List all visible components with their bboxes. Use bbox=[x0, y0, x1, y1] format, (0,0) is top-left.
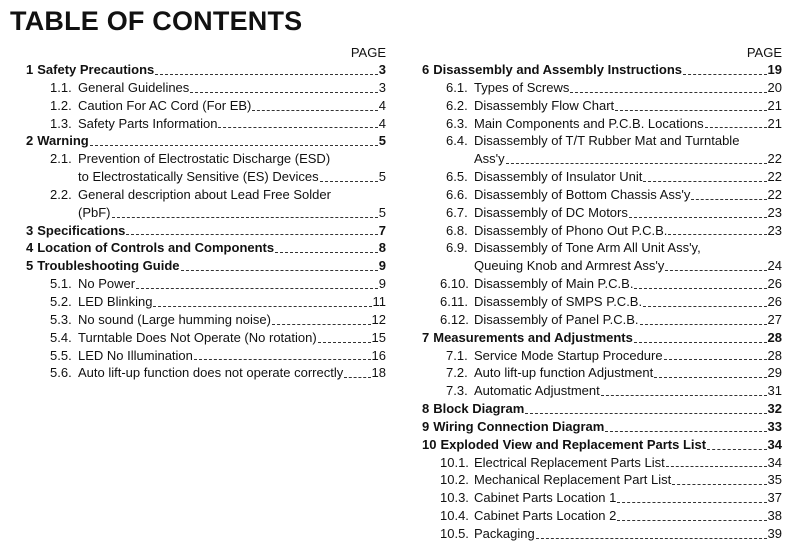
dot-leader bbox=[672, 484, 766, 485]
toc-page-number: 23 bbox=[767, 222, 782, 238]
toc-entry-label: Cabinet Parts Location 1 bbox=[474, 490, 617, 506]
dot-leader bbox=[691, 199, 766, 200]
toc-subsection-entry[interactable] bbox=[26, 364, 386, 382]
toc-entry-number: 6.7. bbox=[446, 204, 468, 220]
toc-subsection-entry[interactable] bbox=[422, 168, 782, 186]
toc-page-number: 4 bbox=[378, 97, 386, 113]
toc-entry-label: Disassembly of Bottom Chassis Ass'y bbox=[474, 186, 691, 202]
dot-leader bbox=[643, 181, 766, 182]
toc-entry-number: 8 bbox=[422, 401, 430, 417]
toc-page-number: 28 bbox=[767, 347, 782, 363]
toc-page-number: 3 bbox=[378, 79, 386, 95]
toc-entry-label: Electrical Replacement Parts List bbox=[474, 454, 665, 470]
toc-entry-number: 10.4. bbox=[440, 508, 469, 524]
toc-page-number: 26 bbox=[767, 293, 782, 309]
toc-entry-label: Cabinet Parts Location 2 bbox=[474, 508, 617, 524]
dot-leader bbox=[136, 288, 378, 289]
toc-entry-label: Caution For AC Cord (For EB) bbox=[78, 97, 252, 113]
toc-page-number: 22 bbox=[767, 151, 782, 167]
toc-entry-number: 5 bbox=[26, 258, 34, 274]
toc-entry-label: LED Blinking bbox=[78, 293, 153, 309]
toc-page-number: 3 bbox=[378, 62, 386, 77]
dot-leader bbox=[126, 234, 377, 235]
toc-page-number: 20 bbox=[767, 79, 782, 95]
toc-page-number: 33 bbox=[767, 418, 782, 434]
dot-leader bbox=[190, 92, 377, 93]
toc-page-number: 34 bbox=[767, 436, 782, 452]
toc-page-number: 18 bbox=[371, 365, 386, 381]
dot-leader bbox=[181, 270, 378, 271]
toc-subsection-entry[interactable] bbox=[26, 347, 386, 365]
toc-entry-number: 6.3. bbox=[446, 115, 468, 131]
toc-page-number: 23 bbox=[767, 204, 782, 220]
dot-leader bbox=[570, 92, 766, 93]
toc-entry-label: Measurements and Adjustments bbox=[433, 329, 633, 345]
toc-entry-number: 1.2. bbox=[50, 97, 72, 113]
toc-entry-number: 9 bbox=[422, 418, 430, 434]
dot-leader bbox=[707, 449, 766, 450]
toc-entry-number: 5.4. bbox=[50, 329, 72, 345]
toc-subsection-entry[interactable] bbox=[422, 97, 782, 115]
toc-section-entry[interactable] bbox=[422, 400, 782, 418]
toc-subsection-entry[interactable] bbox=[422, 222, 782, 240]
toc-section-entry[interactable] bbox=[422, 61, 782, 79]
toc-page-number: 9 bbox=[378, 258, 386, 274]
toc-subsection-entry[interactable] bbox=[422, 364, 782, 382]
toc-page-number: 11 bbox=[372, 293, 386, 309]
dot-leader bbox=[272, 324, 371, 325]
toc-subsection-entry[interactable] bbox=[422, 239, 782, 257]
toc-page-number: 9 bbox=[378, 276, 386, 292]
toc-subsection-entry[interactable] bbox=[26, 293, 386, 311]
toc-entry-label: Queuing Knob and Armrest Ass'y bbox=[474, 258, 665, 274]
toc-entry-label: Types of Screws bbox=[474, 79, 570, 95]
toc-page-number: 29 bbox=[767, 365, 782, 381]
toc-page-number: 5 bbox=[378, 133, 386, 149]
dot-leader bbox=[634, 342, 767, 343]
dot-leader bbox=[668, 234, 766, 235]
toc-entry-label: Troubleshooting Guide bbox=[37, 258, 180, 274]
dot-leader bbox=[629, 217, 767, 218]
toc-subsection-entry[interactable] bbox=[422, 204, 782, 222]
toc-subsection-entry[interactable] bbox=[26, 79, 386, 97]
toc-subsection-entry[interactable] bbox=[422, 115, 782, 133]
toc-subsection-entry[interactable] bbox=[422, 525, 782, 543]
toc-subsection-entry[interactable] bbox=[26, 186, 386, 204]
dot-leader bbox=[318, 342, 371, 343]
toc-entry-label: to Electrostatically Sensitive (ES) Devices bbox=[78, 169, 319, 185]
dot-leader bbox=[654, 377, 766, 378]
toc-section-entry[interactable] bbox=[422, 418, 782, 436]
toc-entry-label: Wiring Connection Diagram bbox=[433, 418, 605, 434]
dot-leader bbox=[643, 306, 766, 307]
toc-subsection-entry[interactable] bbox=[422, 454, 782, 472]
toc-page-number: 31 bbox=[767, 383, 782, 399]
toc-entry-number: 6.5. bbox=[446, 169, 468, 185]
toc-entry-label: Disassembly of SMPS P.C.B. bbox=[474, 293, 643, 309]
dot-leader bbox=[194, 359, 371, 360]
toc-entry-label: Exploded View and Replacement Parts List bbox=[440, 436, 707, 452]
dot-leader bbox=[344, 377, 370, 378]
toc-page-number: 34 bbox=[767, 454, 782, 470]
toc-section-entry[interactable] bbox=[26, 61, 386, 79]
toc-entry-label: LED No Illumination bbox=[78, 347, 193, 363]
dot-leader bbox=[605, 431, 766, 432]
toc-page-number: 5 bbox=[378, 169, 386, 185]
toc-subsection-entry[interactable] bbox=[26, 311, 386, 329]
toc-subsection-entry[interactable] bbox=[422, 79, 782, 97]
toc-entry-label: Specifications bbox=[37, 222, 126, 238]
dot-leader bbox=[218, 127, 377, 128]
dot-leader bbox=[320, 181, 378, 182]
toc-entry-label: Auto lift-up function Adjustment bbox=[474, 365, 654, 381]
dot-leader bbox=[617, 520, 766, 521]
toc-entry-label: Disassembly of Phono Out P.C.B. bbox=[474, 222, 668, 238]
toc-entry-number: 6.8. bbox=[446, 222, 468, 238]
toc-entry-label: Main Components and P.C.B. Locations bbox=[474, 115, 704, 131]
dot-leader bbox=[615, 110, 766, 111]
toc-entry-number: 6.10. bbox=[440, 276, 469, 292]
toc-section-entry[interactable] bbox=[422, 329, 782, 347]
toc-entry-number: 6.12. bbox=[440, 311, 469, 327]
toc-entry-continuation[interactable] bbox=[422, 257, 782, 275]
toc-entry-number: 1.1. bbox=[50, 79, 72, 95]
toc-entry-label: Disassembly of Main P.C.B. bbox=[474, 276, 634, 292]
toc-entry-number: 2.1. bbox=[50, 151, 72, 167]
toc-entry-number: 1 bbox=[26, 62, 34, 77]
dot-leader bbox=[640, 324, 767, 325]
toc-entry-label: Disassembly and Assembly Instructions bbox=[433, 62, 683, 77]
toc-section-entry[interactable] bbox=[26, 222, 386, 240]
toc-subsection-entry[interactable] bbox=[422, 311, 782, 329]
toc-left-list bbox=[26, 61, 386, 382]
toc-subsection-entry[interactable] bbox=[422, 132, 782, 150]
dot-leader bbox=[90, 145, 378, 146]
toc-entry-label: Disassembly of Tone Arm All Unit Ass'y, bbox=[474, 240, 701, 256]
toc-right-column bbox=[422, 44, 782, 543]
dot-leader bbox=[666, 466, 767, 467]
toc-entry-number: 10 bbox=[422, 436, 437, 452]
toc-subsection-entry[interactable] bbox=[422, 471, 782, 489]
toc-entry-number: 7.1. bbox=[446, 347, 468, 363]
toc-entry-label: Disassembly of Panel P.C.B. bbox=[474, 311, 639, 327]
dot-leader bbox=[252, 110, 377, 111]
toc-page-number: 7 bbox=[378, 222, 386, 238]
toc-entry-number: 5.2. bbox=[50, 293, 72, 309]
toc-page-number: 21 bbox=[767, 115, 782, 131]
toc-page-number: 19 bbox=[767, 62, 782, 77]
dot-leader bbox=[683, 74, 767, 75]
toc-entry-label: Location of Controls and Components bbox=[37, 240, 275, 256]
toc-entry-label: Disassembly Flow Chart bbox=[474, 97, 615, 113]
toc-page-number: 27 bbox=[767, 311, 782, 327]
toc-page-number: 21 bbox=[767, 97, 782, 113]
toc-entry-continuation[interactable] bbox=[26, 168, 386, 186]
toc-page-number: 26 bbox=[767, 276, 782, 292]
dot-leader bbox=[705, 127, 767, 128]
toc-page-number: 39 bbox=[767, 525, 782, 541]
toc-subsection-entry[interactable] bbox=[422, 347, 782, 365]
toc-entry-label: Turntable Does Not Operate (No rotation) bbox=[78, 329, 317, 345]
toc-entry-number: 2.2. bbox=[50, 186, 72, 202]
page-title: TABLE OF CONTENTS bbox=[10, 6, 303, 36]
toc-entry-label: Packaging bbox=[474, 525, 535, 541]
toc-entry-label: Ass'y bbox=[474, 151, 505, 167]
dot-leader bbox=[665, 270, 766, 271]
toc-entry-number: 6.6. bbox=[446, 186, 468, 202]
toc-entry-number: 3 bbox=[26, 222, 34, 238]
toc-page-number: 35 bbox=[767, 472, 782, 488]
toc-page-number: 37 bbox=[767, 490, 782, 506]
dot-leader bbox=[153, 306, 371, 307]
toc-page-number: 16 bbox=[371, 347, 386, 363]
toc-entry-label: Mechanical Replacement Part List bbox=[474, 472, 672, 488]
dot-leader bbox=[601, 395, 767, 396]
toc-entry-label: Safety Precautions bbox=[37, 62, 155, 77]
toc-entry-number: 6.2. bbox=[446, 97, 468, 113]
dot-leader bbox=[155, 74, 377, 75]
toc-entry-label: Prevention of Electrostatic Discharge (ESD) bbox=[78, 151, 331, 167]
toc-page-number: 12 bbox=[371, 311, 386, 327]
toc-section-entry[interactable] bbox=[26, 239, 386, 257]
toc-page-number: 22 bbox=[767, 169, 782, 185]
toc-entry-continuation[interactable] bbox=[422, 150, 782, 168]
dot-leader bbox=[525, 413, 766, 414]
toc-entry-number: 7.2. bbox=[446, 365, 468, 381]
toc-entry-number: 6.4. bbox=[446, 133, 468, 149]
page-column-header: PAGE bbox=[350, 45, 386, 60]
toc-entry-number: 2 bbox=[26, 133, 34, 149]
toc-entry-label: Automatic Adjustment bbox=[474, 383, 600, 399]
toc-entry-label: Disassembly of DC Motors bbox=[474, 204, 628, 220]
toc-subsection-entry[interactable] bbox=[422, 186, 782, 204]
toc-entry-label: No Power bbox=[78, 276, 136, 292]
toc-subsection-entry[interactable] bbox=[422, 382, 782, 400]
page-column-header: PAGE bbox=[746, 45, 782, 60]
toc-section-entry[interactable] bbox=[422, 436, 782, 454]
toc-subsection-entry[interactable] bbox=[26, 275, 386, 293]
toc-page-number: 32 bbox=[767, 401, 782, 417]
toc-page-number: 22 bbox=[767, 186, 782, 202]
toc-entry-number: 6.1. bbox=[446, 79, 468, 95]
toc-section-entry[interactable] bbox=[26, 257, 386, 275]
dot-leader bbox=[506, 163, 767, 164]
toc-entry-continuation[interactable] bbox=[26, 204, 386, 222]
dot-leader bbox=[664, 359, 767, 360]
toc-page-number: 4 bbox=[378, 115, 386, 131]
dot-leader bbox=[275, 252, 378, 253]
dot-leader bbox=[112, 217, 378, 218]
toc-entry-label: Warning bbox=[37, 133, 89, 149]
toc-entry-label: Block Diagram bbox=[433, 401, 525, 417]
toc-entry-number: 7.3. bbox=[446, 383, 468, 399]
toc-entry-number: 10.1. bbox=[440, 454, 469, 470]
toc-page-number: 8 bbox=[378, 240, 386, 256]
toc-entry-label: No sound (Large humming noise) bbox=[78, 311, 271, 327]
toc-entry-number: 4 bbox=[26, 240, 34, 256]
toc-entry-number: 1.3. bbox=[50, 115, 72, 131]
toc-entry-number: 6.11. bbox=[440, 293, 468, 309]
toc-right-list bbox=[422, 61, 782, 543]
toc-subsection-entry[interactable] bbox=[422, 507, 782, 525]
toc-entry-number: 10.2. bbox=[440, 472, 469, 488]
toc-subsection-entry[interactable] bbox=[422, 275, 782, 293]
toc-subsection-entry[interactable] bbox=[26, 115, 386, 133]
toc-entry-label: Disassembly of T/T Rubber Mat and Turntable bbox=[474, 133, 740, 149]
toc-entry-label: General Guidelines bbox=[78, 79, 190, 95]
toc-page-number: 5 bbox=[378, 204, 386, 220]
toc-page-number: 38 bbox=[767, 508, 782, 524]
toc-page-number: 28 bbox=[767, 329, 782, 345]
toc-subsection-entry[interactable] bbox=[422, 489, 782, 507]
toc-entry-label: Auto lift-up function does not operate correctly bbox=[78, 365, 344, 381]
toc-entry-label: Disassembly of Insulator Unit bbox=[474, 169, 643, 185]
dot-leader bbox=[536, 538, 767, 539]
toc-entry-number: 6 bbox=[422, 62, 430, 77]
dot-leader bbox=[634, 288, 766, 289]
toc-entry-number: 10.3. bbox=[440, 490, 469, 506]
toc-entry-number: 5.3. bbox=[50, 311, 72, 327]
toc-entry-number: 5.5. bbox=[50, 347, 72, 363]
toc-entry-number: 5.1. bbox=[50, 276, 72, 292]
toc-entry-label: (PbF) bbox=[78, 204, 111, 220]
toc-subsection-entry[interactable] bbox=[422, 293, 782, 311]
toc-entry-label: Safety Parts Information bbox=[78, 115, 218, 131]
toc-subsection-entry[interactable] bbox=[26, 150, 386, 168]
toc-entry-label: General description about Lead Free Solder bbox=[78, 186, 331, 202]
toc-entry-number: 10.5. bbox=[440, 525, 469, 541]
dot-leader bbox=[617, 502, 766, 503]
toc-entry-number: 7 bbox=[422, 329, 430, 345]
toc-left-column bbox=[26, 44, 386, 382]
toc-entry-number: 5.6. bbox=[50, 365, 72, 381]
toc-page-number: 15 bbox=[371, 329, 386, 345]
toc-subsection-entry[interactable] bbox=[26, 329, 386, 347]
toc-entry-number: 6.9. bbox=[446, 240, 468, 256]
toc-entry-label: Service Mode Startup Procedure bbox=[474, 347, 663, 363]
toc-subsection-entry[interactable] bbox=[26, 97, 386, 115]
toc-page-number: 24 bbox=[767, 258, 782, 274]
toc-section-entry[interactable] bbox=[26, 132, 386, 150]
